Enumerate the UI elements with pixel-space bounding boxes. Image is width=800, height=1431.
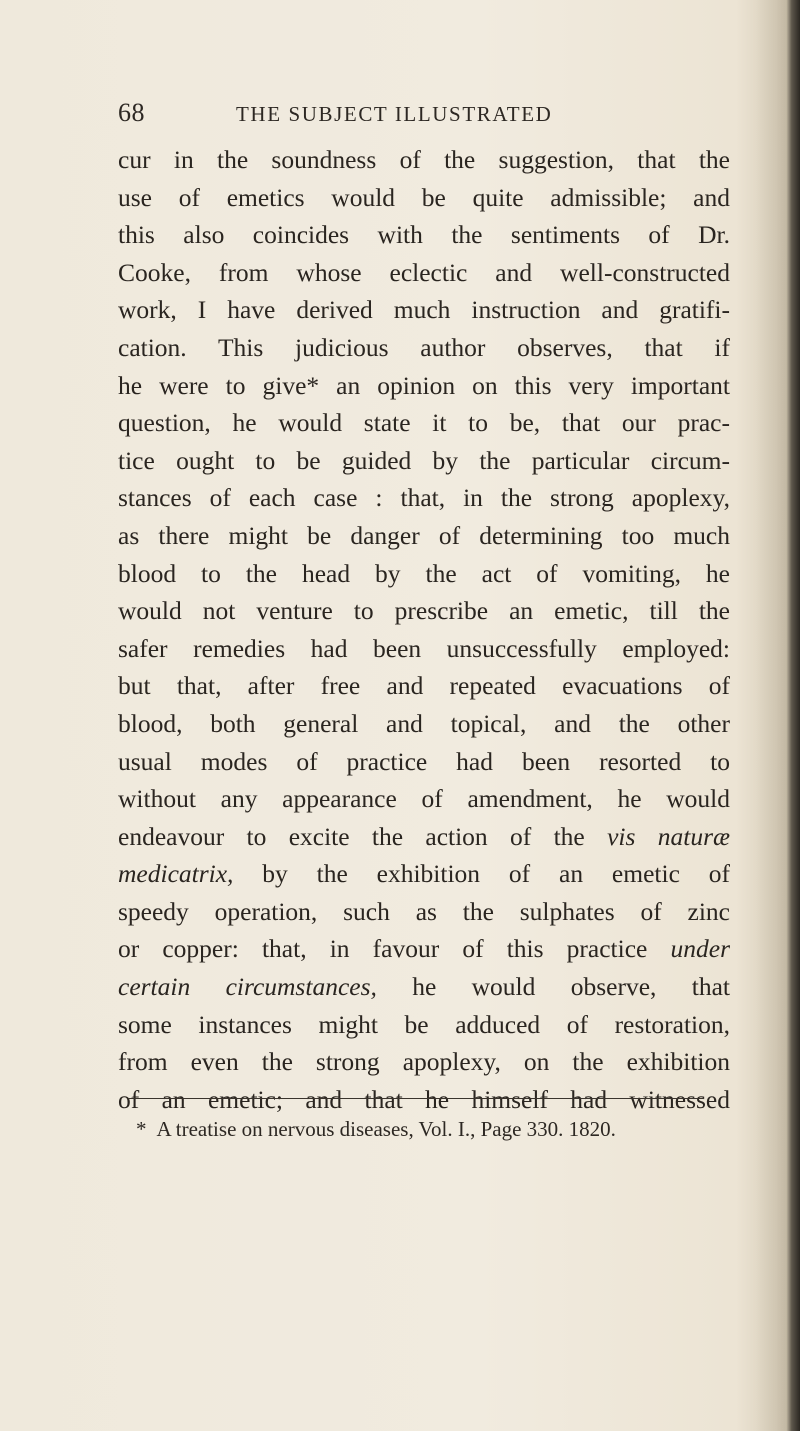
text-line xyxy=(118,930,730,968)
text-line xyxy=(118,404,730,442)
text-line xyxy=(118,1006,730,1044)
text-segment: he were to give* an opinion on this very important xyxy=(118,370,730,400)
footnote-rule xyxy=(128,1098,704,1099)
text-line xyxy=(118,592,730,630)
book-spine-edge xyxy=(786,0,800,1431)
text-line xyxy=(118,1043,730,1081)
text-segment: by the exhibition of an emetic of xyxy=(233,859,730,889)
text-segment: he would observe, that xyxy=(376,972,730,1002)
text-line xyxy=(118,1081,730,1119)
text-line xyxy=(118,367,730,405)
text-segment: endeavour to excite the action of the xyxy=(118,821,608,851)
text-line xyxy=(118,705,730,743)
text-line xyxy=(118,254,730,292)
footnote-text: A treatise on nervous diseases, Vol. I., Page 330. 1820. xyxy=(156,1117,616,1141)
text-line xyxy=(118,667,730,705)
page-number: 68 xyxy=(118,98,145,127)
text-segment: this also coincides with the sentiments of Dr. xyxy=(118,220,730,250)
text-segment: without any appearance of amendment, he would xyxy=(118,784,730,814)
text-line xyxy=(118,291,730,329)
text-segment: stances of each case : that, in the strong apoplexy, xyxy=(118,483,730,513)
text-segment: usual modes of practice had been resorted to xyxy=(118,746,730,776)
text-segment: of an emetic; and that he himself had witnessed xyxy=(118,1084,730,1114)
text-segment: would not venture to prescribe an emetic, till the xyxy=(118,596,730,626)
text-segment: but that, after free and repeated evacuations of xyxy=(118,671,730,701)
italic-text: medicatrix, xyxy=(118,859,234,889)
text-segment: cation. This judicious author observes, that if xyxy=(118,332,730,362)
footnote-mark: * xyxy=(136,1117,147,1141)
footnote xyxy=(136,1114,736,1144)
italic-text: certain circumstances, xyxy=(118,972,377,1002)
text-segment: speedy operation, such as the sulphates of zinc xyxy=(118,896,730,926)
text-line xyxy=(118,141,730,179)
text-segment: cur in the soundness of the suggestion, that the xyxy=(118,145,730,174)
text-line xyxy=(118,442,730,480)
text-segment: blood to the head by the act of vomiting, he xyxy=(118,558,730,588)
text-line xyxy=(118,780,730,818)
text-line xyxy=(118,179,730,217)
text-line xyxy=(118,329,730,367)
text-line xyxy=(118,743,730,781)
text-segment: work, I have derived much instruction and gratifi- xyxy=(118,295,730,325)
text-segment: use of emetics would be quite admissible; and xyxy=(118,182,730,212)
text-segment: some instances might be adduced of restoration, xyxy=(118,1009,730,1039)
text-line xyxy=(118,630,730,668)
text-line xyxy=(118,818,730,856)
text-segment: blood, both general and topical, and the other xyxy=(118,708,730,738)
text-segment: or copper: that, in favour of this practice xyxy=(118,934,671,964)
text-segment: from even the strong apoplexy, on the exhibition xyxy=(118,1047,730,1077)
page-shadow xyxy=(756,0,786,1431)
page-header xyxy=(118,98,698,138)
text-line xyxy=(118,893,730,931)
text-line xyxy=(118,517,730,555)
text-line xyxy=(118,855,730,893)
text-segment: Cooke, from whose eclectic and well-constructed xyxy=(118,257,730,287)
text-line xyxy=(118,555,730,593)
text-segment: safer remedies had been unsuccessfully employed: xyxy=(118,633,730,663)
text-line xyxy=(118,216,730,254)
text-segment: tice ought to be guided by the particular circum- xyxy=(118,445,730,475)
text-segment: question, he would state it to be, that our prac- xyxy=(118,408,730,438)
running-head: THE SUBJECT ILLUSTRATED xyxy=(236,102,553,126)
italic-text: under xyxy=(670,934,730,964)
text-line xyxy=(118,968,730,1006)
text-line xyxy=(118,479,730,517)
text-segment: as there might be danger of determining too much xyxy=(118,520,730,550)
italic-text: vis naturæ xyxy=(607,821,730,851)
body-text xyxy=(118,141,730,1118)
